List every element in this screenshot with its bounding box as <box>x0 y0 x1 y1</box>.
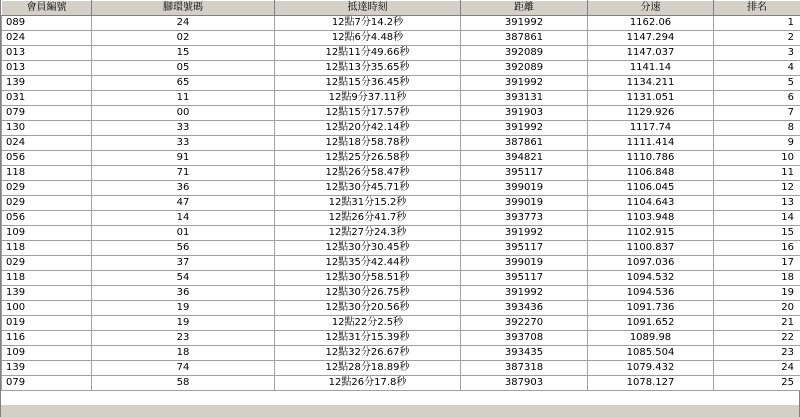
table-cell: 25 <box>714 376 800 391</box>
column-header[interactable]: 會員編號 <box>2 1 92 16</box>
table-cell: 22 <box>714 331 800 346</box>
table-cell: 029 <box>2 256 92 271</box>
table-row[interactable] <box>2 61 800 76</box>
horizontal-scrollbar[interactable] <box>1 404 799 417</box>
table-cell: 12點25分26.58秒 <box>275 151 461 166</box>
table-cell: 1091.736 <box>588 301 714 316</box>
table-cell: 109 <box>2 226 92 241</box>
table-cell: 12點20分42.14秒 <box>275 121 461 136</box>
table-cell: 12 <box>714 181 800 196</box>
table-row[interactable] <box>2 361 800 376</box>
table-cell: 12點13分35.65秒 <box>275 61 461 76</box>
table-row[interactable] <box>2 121 800 136</box>
table-row[interactable] <box>2 346 800 361</box>
table-cell: 24 <box>714 361 800 376</box>
table-cell: 36 <box>92 286 275 301</box>
table-cell: 12點30分45.71秒 <box>275 181 461 196</box>
table-cell: 019 <box>2 316 92 331</box>
table-row[interactable] <box>2 31 800 46</box>
table-cell: 18 <box>714 271 800 286</box>
table-cell: 00 <box>92 106 275 121</box>
table-cell: 1106.848 <box>588 166 714 181</box>
table-cell: 1102.915 <box>588 226 714 241</box>
table-cell: 3 <box>714 46 800 61</box>
table-cell: 02 <box>92 31 275 46</box>
table-cell: 12點30分30.45秒 <box>275 241 461 256</box>
table-cell: 23 <box>92 331 275 346</box>
table-cell: 393436 <box>461 301 588 316</box>
table-cell: 12點15分36.45秒 <box>275 76 461 91</box>
table-cell: 6 <box>714 91 800 106</box>
table-cell: 12點27分24.3秒 <box>275 226 461 241</box>
table-cell: 36 <box>92 181 275 196</box>
table-cell: 013 <box>2 46 92 61</box>
table-cell: 118 <box>2 241 92 256</box>
table-cell: 20 <box>714 301 800 316</box>
table-cell: 12點26分17.8秒 <box>275 376 461 391</box>
table-cell: 1134.211 <box>588 76 714 91</box>
table-cell: 394821 <box>461 151 588 166</box>
table-cell: 089 <box>2 16 92 31</box>
table-cell: 23 <box>714 346 800 361</box>
table-row[interactable] <box>2 106 800 121</box>
table-cell: 1147.037 <box>588 46 714 61</box>
table-cell: 21 <box>714 316 800 331</box>
table-body <box>2 16 800 391</box>
column-header[interactable]: 分速 <box>588 1 714 16</box>
table-cell: 399019 <box>461 181 588 196</box>
table-cell: 01 <box>92 226 275 241</box>
column-header[interactable]: 腳環號碼 <box>92 1 275 16</box>
table-cell: 17 <box>714 256 800 271</box>
table-cell: 1100.837 <box>588 241 714 256</box>
table-cell: 1103.948 <box>588 211 714 226</box>
table-cell: 395117 <box>461 166 588 181</box>
table-cell: 1141.14 <box>588 61 714 76</box>
table-cell: 05 <box>92 61 275 76</box>
table-cell: 109 <box>2 346 92 361</box>
table-cell: 100 <box>2 301 92 316</box>
table-cell: 54 <box>92 271 275 286</box>
table-row[interactable] <box>2 181 800 196</box>
table-cell: 1162.06 <box>588 16 714 31</box>
table-cell: 393131 <box>461 91 588 106</box>
table-cell: 5 <box>714 76 800 91</box>
table-cell: 15 <box>92 46 275 61</box>
table-cell: 10 <box>714 151 800 166</box>
table-cell: 391992 <box>461 121 588 136</box>
table-cell: 58 <box>92 376 275 391</box>
table-cell: 13 <box>714 196 800 211</box>
table-cell: 12點11分49.66秒 <box>275 46 461 61</box>
race-results-table <box>1 0 800 391</box>
table-cell: 393435 <box>461 346 588 361</box>
table-cell: 1089.98 <box>588 331 714 346</box>
table-cell: 1 <box>714 16 800 31</box>
header-row <box>2 1 800 16</box>
table-cell: 37 <box>92 256 275 271</box>
table-cell: 12點32分26.67秒 <box>275 346 461 361</box>
table-row[interactable] <box>2 331 800 346</box>
table-cell: 1131.051 <box>588 91 714 106</box>
table-cell: 139 <box>2 361 92 376</box>
table-cell: 33 <box>92 121 275 136</box>
table-cell: 14 <box>92 211 275 226</box>
table-cell: 12點30分20.56秒 <box>275 301 461 316</box>
table-row[interactable] <box>2 211 800 226</box>
table-cell: 118 <box>2 271 92 286</box>
table-cell: 395117 <box>461 271 588 286</box>
table-cell: 12點28分18.89秒 <box>275 361 461 376</box>
table-cell: 12點31分15.2秒 <box>275 196 461 211</box>
table-cell: 1094.532 <box>588 271 714 286</box>
table-cell: 392089 <box>461 46 588 61</box>
table-cell: 1129.926 <box>588 106 714 121</box>
table-cell: 139 <box>2 76 92 91</box>
table-cell: 2 <box>714 31 800 46</box>
table-cell: 8 <box>714 121 800 136</box>
table-cell: 116 <box>2 331 92 346</box>
table-cell: 24 <box>92 16 275 31</box>
table-cell: 12點30分26.75秒 <box>275 286 461 301</box>
table-cell: 399019 <box>461 256 588 271</box>
table-row[interactable] <box>2 151 800 166</box>
table-cell: 71 <box>92 166 275 181</box>
table-cell: 19 <box>714 286 800 301</box>
table-cell: 12點22分2.5秒 <box>275 316 461 331</box>
table-cell: 391903 <box>461 106 588 121</box>
table-row[interactable] <box>2 286 800 301</box>
table-cell: 1111.414 <box>588 136 714 151</box>
table-cell: 391992 <box>461 226 588 241</box>
table-row[interactable] <box>2 316 800 331</box>
table-cell: 12點26分58.47秒 <box>275 166 461 181</box>
table-cell: 1106.045 <box>588 181 714 196</box>
table-cell: 7 <box>714 106 800 121</box>
table-cell: 1104.643 <box>588 196 714 211</box>
table-row[interactable] <box>2 46 800 61</box>
table-cell: 387318 <box>461 361 588 376</box>
table-row[interactable] <box>2 376 800 391</box>
table-cell: 024 <box>2 31 92 46</box>
table-cell: 1085.504 <box>588 346 714 361</box>
table-cell: 387861 <box>461 31 588 46</box>
table-cell: 12點26分41.7秒 <box>275 211 461 226</box>
table-cell: 391992 <box>461 16 588 31</box>
table-cell: 19 <box>92 316 275 331</box>
table-cell: 393773 <box>461 211 588 226</box>
table-cell: 11 <box>92 91 275 106</box>
table-cell: 12點6分4.48秒 <box>275 31 461 46</box>
table-row[interactable] <box>2 271 800 286</box>
table-cell: 1147.294 <box>588 31 714 46</box>
table-cell: 399019 <box>461 196 588 211</box>
table-cell: 12點18分58.78秒 <box>275 136 461 151</box>
table-row[interactable] <box>2 241 800 256</box>
table-cell: 1078.127 <box>588 376 714 391</box>
table-cell: 029 <box>2 181 92 196</box>
column-header[interactable]: 排名 <box>714 1 800 16</box>
table-cell: 1094.536 <box>588 286 714 301</box>
table-cell: 391992 <box>461 286 588 301</box>
table-cell: 391992 <box>461 76 588 91</box>
table-cell: 16 <box>714 241 800 256</box>
table-cell: 9 <box>714 136 800 151</box>
table-cell: 079 <box>2 106 92 121</box>
table-cell: 65 <box>92 76 275 91</box>
table-cell: 056 <box>2 151 92 166</box>
table-cell: 19 <box>92 301 275 316</box>
table-cell: 056 <box>2 211 92 226</box>
table-cell: 12點9分37.11秒 <box>275 91 461 106</box>
table-cell: 47 <box>92 196 275 211</box>
table-row[interactable] <box>2 166 800 181</box>
table-cell: 395117 <box>461 241 588 256</box>
table-cell: 12點7分14.2秒 <box>275 16 461 31</box>
table-row[interactable] <box>2 16 800 31</box>
table-cell: 91 <box>92 151 275 166</box>
table-cell: 14 <box>714 211 800 226</box>
table-cell: 118 <box>2 166 92 181</box>
column-header[interactable]: 抵達時刻 <box>275 1 461 16</box>
table-cell: 387903 <box>461 376 588 391</box>
table-cell: 024 <box>2 136 92 151</box>
table-cell: 1110.786 <box>588 151 714 166</box>
table-cell: 12點30分58.51秒 <box>275 271 461 286</box>
table-cell: 18 <box>92 346 275 361</box>
table-row[interactable] <box>2 301 800 316</box>
table-row[interactable] <box>2 76 800 91</box>
table-cell: 1091.652 <box>588 316 714 331</box>
table-row[interactable] <box>2 226 800 241</box>
table-cell: 12點35分42.44秒 <box>275 256 461 271</box>
table-cell: 15 <box>714 226 800 241</box>
table-cell: 139 <box>2 286 92 301</box>
table-cell: 130 <box>2 121 92 136</box>
table-cell: 12點15分17.57秒 <box>275 106 461 121</box>
table-cell: 74 <box>92 361 275 376</box>
table-row[interactable] <box>2 91 800 106</box>
table-cell: 392089 <box>461 61 588 76</box>
table-cell: 392270 <box>461 316 588 331</box>
table-row[interactable] <box>2 196 800 211</box>
table-cell: 393708 <box>461 331 588 346</box>
table-cell: 029 <box>2 196 92 211</box>
table-row[interactable] <box>2 256 800 271</box>
column-header[interactable]: 距離 <box>461 1 588 16</box>
table-cell: 013 <box>2 61 92 76</box>
table-cell: 387861 <box>461 136 588 151</box>
table-cell: 33 <box>92 136 275 151</box>
table-cell: 11 <box>714 166 800 181</box>
table-cell: 031 <box>2 91 92 106</box>
table-cell: 12點31分15.39秒 <box>275 331 461 346</box>
table-row[interactable] <box>2 136 800 151</box>
table-cell: 1117.74 <box>588 121 714 136</box>
table-cell: 56 <box>92 241 275 256</box>
table-cell: 1079.432 <box>588 361 714 376</box>
table-cell: 4 <box>714 61 800 76</box>
table-cell: 079 <box>2 376 92 391</box>
table-cell: 1097.036 <box>588 256 714 271</box>
